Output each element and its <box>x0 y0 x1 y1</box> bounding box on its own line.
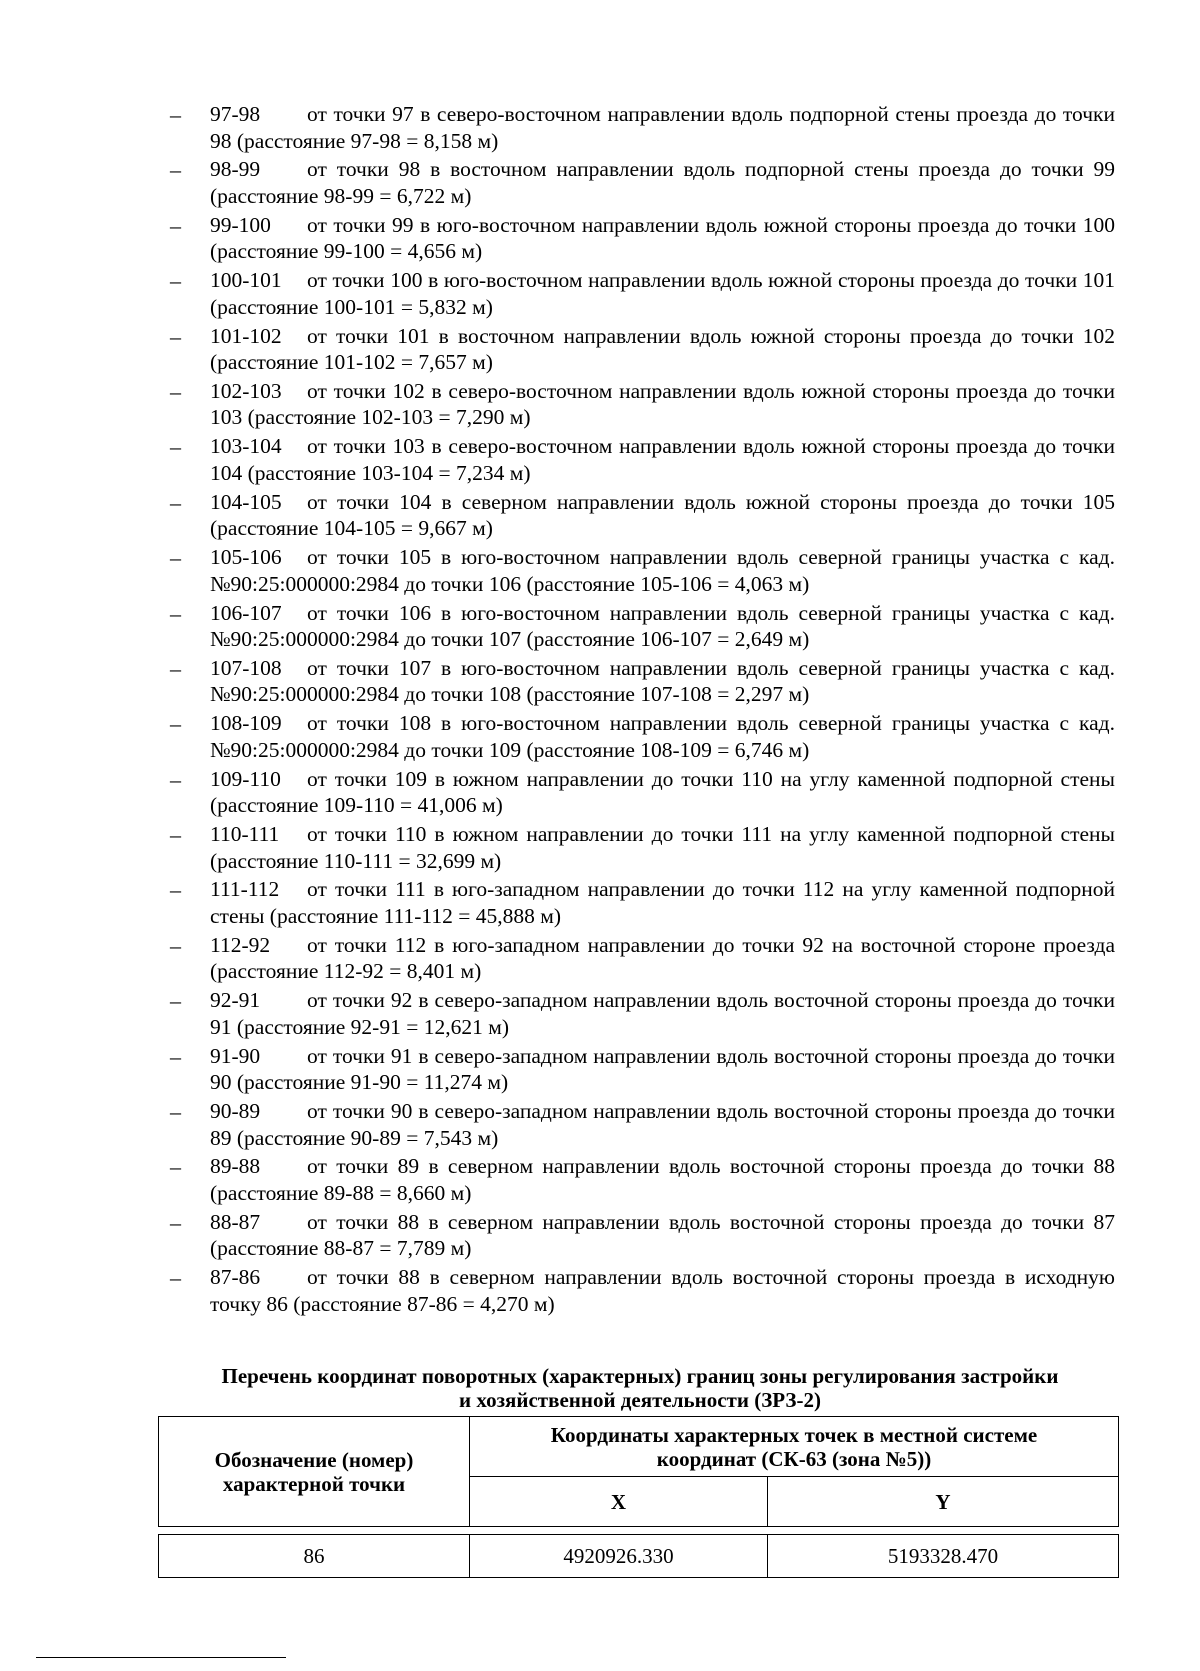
segment-text: от точки 98 в восточном направлении вдоль подпорной стены проезда до точки 99 (расстояние 98-99 = 6,722 м) <box>210 157 1115 208</box>
segment-description <box>210 600 1115 653</box>
bullet-dash: – <box>170 434 181 460</box>
header-y: Y <box>768 1477 1119 1527</box>
list-item <box>170 600 1115 655</box>
list-item <box>170 156 1115 211</box>
segment-text: от точки 101 в восточном направлении вдоль южной стороны проезда до точки 102 (расстояние 101-102 = 7,657 м) <box>210 323 1115 375</box>
list-item <box>170 1043 1115 1098</box>
segment-description <box>210 766 1115 819</box>
segment-description <box>210 323 1115 376</box>
bullet-dash: – <box>170 711 181 737</box>
bullet-dash: – <box>170 378 181 404</box>
table-gap <box>159 1527 1119 1535</box>
segment-description <box>210 1098 1115 1151</box>
segment-description <box>210 156 1115 209</box>
segment-description <box>210 987 1115 1040</box>
bullet-dash: – <box>170 766 181 792</box>
list-item <box>170 655 1115 710</box>
list-item <box>170 1209 1115 1264</box>
segment-text: от точки 97 в северо-восточном направлении вдоль подпорной стены проезда до точки 98 (расстояние 97-98 = 8,158 м) <box>210 102 1115 153</box>
segment-description <box>210 212 1115 265</box>
segment-description <box>210 489 1115 542</box>
header-coordinates <box>470 1417 1119 1477</box>
list-item <box>170 267 1115 322</box>
header-point-number <box>159 1417 470 1527</box>
segment-code: 110-111 <box>210 822 280 847</box>
bullet-dash: – <box>170 489 181 515</box>
coordinates-table <box>158 1416 1119 1578</box>
segment-code: 112-92 <box>210 932 271 957</box>
list-item <box>170 876 1115 931</box>
list-item <box>170 212 1115 267</box>
table-title <box>160 1364 1120 1412</box>
list-item <box>170 544 1115 599</box>
cell-y: 5193328.470 <box>768 1535 1119 1578</box>
list-item <box>170 1264 1115 1319</box>
segment-description <box>210 378 1115 431</box>
list-item <box>170 323 1115 378</box>
list-item <box>170 710 1115 765</box>
segment-code: 111-112 <box>210 877 280 902</box>
header-coordinates-label: Координаты характерных точек в местной системе координат (СК-63 (зона №5)) <box>550 1422 1038 1471</box>
bullet-dash: – <box>170 323 181 349</box>
segment-code: 99-100 <box>210 212 271 237</box>
bullet-dash: – <box>170 545 181 571</box>
segment-code: 100-101 <box>210 268 282 293</box>
segment-text: от точки 91 в северо-западном направлении вдоль восточной стороны проезда до точки 90 (расстояние 91-90 = 11,274 м) <box>210 1043 1115 1095</box>
bullet-dash: – <box>170 988 181 1014</box>
segment-code: 102-103 <box>210 378 282 403</box>
segment-description <box>210 932 1115 985</box>
bullet-dash: – <box>170 1265 181 1291</box>
bullet-dash: – <box>170 600 181 626</box>
bullet-dash: – <box>170 212 181 238</box>
segment-text: от точки 88 в северном направлении вдоль восточной стороны проезда до точки 87 (расстояние 88-87 = 7,789 м) <box>210 1209 1115 1261</box>
segment-code: 89-88 <box>210 1154 261 1179</box>
list-item <box>170 378 1115 433</box>
cell-point: 86 <box>159 1535 470 1578</box>
segment-text: от точки 106 в юго-восточном направлении вдоль северной границы участка с кад. №90:25:000000:2984 до точки 107 (расстояние 106-107 = 2,649 м) <box>210 600 1115 652</box>
cell-x: 4920926.330 <box>470 1535 768 1578</box>
segment-text: от точки 105 в юго-восточном направлении вдоль северной границы участка с кад. №90:25:000000:2984 до точки 106 (расстояние 105-106 = 4,063 м) <box>210 545 1115 596</box>
segment-code: 92-91 <box>210 988 261 1013</box>
list-item <box>170 101 1115 156</box>
bullet-dash: – <box>170 1154 181 1180</box>
segment-text: от точки 90 в северо-западном направлении вдоль восточной стороны проезда до точки 89 (расстояние 90-89 = 7,543 м) <box>210 1099 1115 1150</box>
list-item <box>170 433 1115 488</box>
footnote-separator <box>36 1657 286 1658</box>
segment-code: 105-106 <box>210 545 282 570</box>
segment-code: 107-108 <box>210 655 282 680</box>
list-item <box>170 1098 1115 1153</box>
segment-code: 104-105 <box>210 489 282 514</box>
segment-text: от точки 108 в юго-восточном направлении вдоль северной границы участка с кад. №90:25:000000:2984 до точки 109 (расстояние 108-109 = 6,746 м) <box>210 711 1115 762</box>
bullet-dash: – <box>170 268 181 294</box>
segment-description <box>210 1209 1115 1262</box>
segment-text: от точки 100 в юго-восточном направлении вдоль южной стороны проезда до точки 101 (расстояние 100-101 = 5,832 м) <box>210 268 1115 319</box>
segment-code: 106-107 <box>210 600 282 625</box>
bullet-dash: – <box>170 655 181 681</box>
table-title-line-2: и хозяйственной деятельности (ЗРЗ-2) <box>459 1388 821 1412</box>
segment-text: от точки 112 в юго-западном направлении до точки 92 на восточной стороне проезда (расстояние 112-92 = 8,401 м) <box>210 932 1115 984</box>
bullet-dash: – <box>170 932 181 958</box>
segment-list <box>170 101 1115 1320</box>
segment-description <box>210 267 1115 320</box>
table-row <box>159 1535 1119 1578</box>
header-point-number-label: Обозначение (номер) характерной точки <box>214 1447 414 1496</box>
segment-code: 88-87 <box>210 1209 261 1234</box>
bullet-dash: – <box>170 877 181 903</box>
segment-description <box>210 655 1115 708</box>
segment-description <box>210 710 1115 763</box>
segment-text: от точки 109 в южном направлении до точки 110 на углу каменной подпорной стены (расстояние 109-110 = 41,006 м) <box>210 766 1115 818</box>
segment-code: 90-89 <box>210 1099 261 1124</box>
list-item <box>170 821 1115 876</box>
segment-text: от точки 99 в юго-восточном направлении вдоль южной стороны проезда до точки 100 (расстояние 99-100 = 4,656 м) <box>210 212 1115 264</box>
list-item <box>170 489 1115 544</box>
bullet-dash: – <box>170 157 181 183</box>
segment-description <box>210 433 1115 486</box>
segment-code: 103-104 <box>210 434 282 459</box>
segment-text: от точки 88 в северном направлении вдоль восточной стороны проезда в исходную точку 86 (расстояние 87-86 = 4,270 м) <box>210 1265 1115 1316</box>
list-item <box>170 932 1115 987</box>
segment-code: 87-86 <box>210 1265 261 1290</box>
segment-text: от точки 111 в юго-западном направлении до точки 112 на углу каменной подпорной стены (расстояние 111-112 = 45,888 м) <box>210 877 1115 928</box>
segment-code: 98-99 <box>210 157 261 182</box>
segment-text: от точки 92 в северо-западном направлении вдоль восточной стороны проезда до точки 91 (расстояние 92-91 = 12,621 м) <box>210 988 1115 1039</box>
segment-text: от точки 102 в северо-восточном направлении вдоль южной стороны проезда до точки 103 (расстояние 102-103 = 7,290 м) <box>210 378 1115 430</box>
segment-text: от точки 103 в северо-восточном направлении вдоль южной стороны проезда до точки 104 (расстояние 103-104 = 7,234 м) <box>210 434 1115 485</box>
bullet-dash: – <box>170 822 181 848</box>
segment-description <box>210 821 1115 874</box>
table-title-line-1: Перечень координат поворотных (характерных) границ зоны регулирования застройки <box>221 1364 1059 1388</box>
segment-text: от точки 110 в южном направлении до точки 111 на углу каменной подпорной стены (расстояние 110-111 = 32,699 м) <box>210 822 1115 873</box>
segment-text: от точки 89 в северном направлении вдоль восточной стороны проезда до точки 88 (расстояние 89-88 = 8,660 м) <box>210 1154 1115 1205</box>
segment-description <box>210 1043 1115 1096</box>
segment-description <box>210 1264 1115 1317</box>
bullet-dash: – <box>170 1043 181 1069</box>
segment-text: от точки 104 в северном направлении вдоль южной стороны проезда до точки 105 (расстояние 104-105 = 9,667 м) <box>210 489 1115 541</box>
segment-description <box>210 544 1115 597</box>
bullet-dash: – <box>170 1209 181 1235</box>
bullet-dash: – <box>170 1099 181 1125</box>
segment-code: 97-98 <box>210 102 261 126</box>
segment-text: от точки 107 в юго-восточном направлении вдоль северной границы участка с кад. №90:25:000000:2984 до точки 108 (расстояние 107-108 = 2,297 м) <box>210 655 1115 707</box>
segment-code: 109-110 <box>210 766 281 791</box>
segment-description <box>210 876 1115 929</box>
segment-description <box>210 101 1115 154</box>
header-x: X <box>470 1477 768 1527</box>
bullet-dash: – <box>170 102 181 127</box>
segment-code: 101-102 <box>210 323 282 348</box>
segment-code: 91-90 <box>210 1043 261 1068</box>
list-item <box>170 1153 1115 1208</box>
list-item <box>170 987 1115 1042</box>
segment-description <box>210 1153 1115 1206</box>
segment-code: 108-109 <box>210 711 282 736</box>
list-item <box>170 766 1115 821</box>
